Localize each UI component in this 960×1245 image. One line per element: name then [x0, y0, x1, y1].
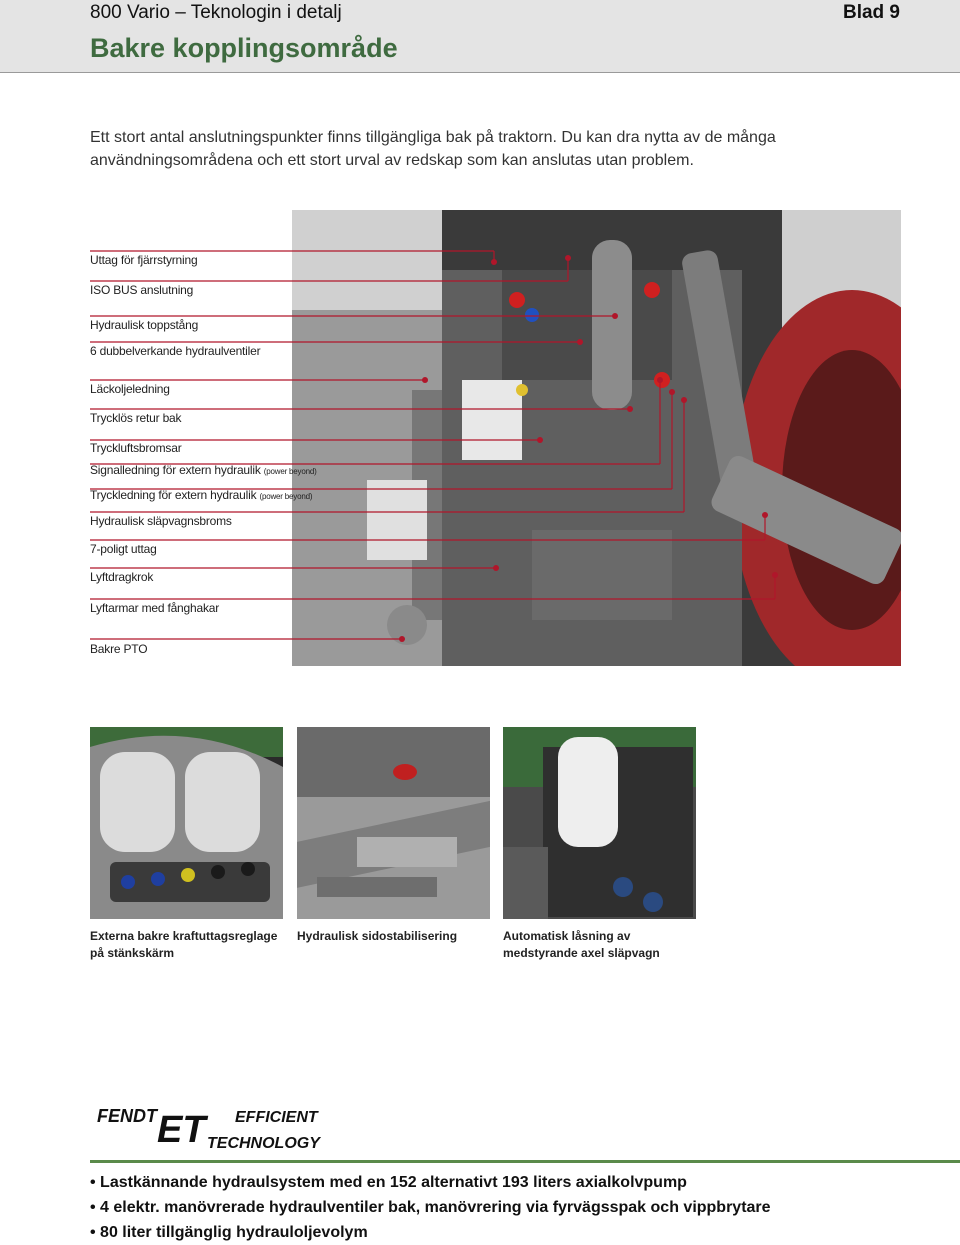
caption-axle-lock: Automatisk låsning av medstyrande axel släpvagn — [503, 929, 660, 960]
bullet-item: • 4 elektr. manövrerade hydraulventiler bak, manövrering via fyrvägsspak och vippbrytare — [90, 1195, 771, 1220]
rear-hitch-photo — [292, 210, 901, 666]
callout-signal-line — [90, 463, 317, 477]
callout-isobus-connection: ISO BUS anslutning — [90, 283, 194, 297]
callout-pressure-line-text: Tryckledning för extern hydraulik — [90, 488, 257, 502]
callout-leak-oil-line: Läckoljeledning — [90, 382, 170, 396]
callout-remote-control-outlet: Uttag för fjärrstyrning — [90, 253, 198, 267]
callout-rear-pto: Bakre PTO — [90, 642, 148, 656]
callout-hydraulic-valves: 6 dubbelverkande hydraulventiler — [90, 344, 261, 358]
logo-efficient-text: EFFICIENT — [235, 1109, 318, 1126]
logo-technology-text: TECHNOLOGY — [207, 1135, 320, 1152]
side-stabilizer-photo — [297, 727, 490, 919]
callout-signal-line-note: (power beyond) — [263, 467, 317, 476]
document-title: 800 Vario – Teknologin i detalj — [90, 2, 342, 23]
callout-trailer-brake: Hydraulisk släpvagnsbroms — [90, 514, 232, 528]
page-header — [0, 0, 960, 73]
callout-7-pin-socket: 7-poligt uttag — [90, 542, 157, 556]
bullet-item: • 80 liter tillgänglig hydrauloljevolym — [90, 1220, 771, 1245]
bullet-item: • Lastkännande hydraulsystem med en 152 alternativt 193 liters axialkolvpump — [90, 1170, 771, 1195]
pto-controls-photo — [90, 727, 283, 919]
logo-et-mark: ET — [157, 1109, 206, 1151]
callout-lift-arms: Lyftarmar med fånghakar — [90, 601, 220, 615]
fendt-efficient-technology-logo — [95, 1100, 355, 1158]
callout-pressure-line-note: (power beyond) — [259, 492, 313, 501]
callout-lift-hook: Lyftdragkrok — [90, 570, 154, 584]
callout-hydraulic-top-link: Hydraulisk toppstång — [90, 318, 199, 332]
callout-air-brakes: Tryckluftsbromsar — [90, 441, 182, 455]
logo-fendt-text: FENDT — [97, 1106, 157, 1126]
callout-pressure-line — [90, 488, 312, 502]
callout-pressureless-return: Trycklös retur bak — [90, 411, 182, 425]
caption-side-stabilizer: Hydraulisk sidostabilisering — [297, 929, 458, 943]
page-title: Bakre kopplingsområde — [90, 33, 398, 63]
feature-bullets — [90, 1170, 771, 1245]
sheet-number: Blad 9 — [842, 2, 900, 23]
section-divider — [90, 1160, 960, 1163]
caption-pto-controls: Externa bakre kraftuttagsreglage på stänkskärm — [90, 929, 278, 960]
intro-text: Ett stort antal anslutningspunkter finns tillgängliga bak på traktorn. Du kan dra nytta av de många användningsområdena och ett stort urval av redskap som kan anslutas utan problem. — [90, 129, 776, 169]
callout-signal-line-text: Signalledning för extern hydraulik — [90, 463, 261, 477]
axle-lock-photo — [503, 727, 696, 919]
